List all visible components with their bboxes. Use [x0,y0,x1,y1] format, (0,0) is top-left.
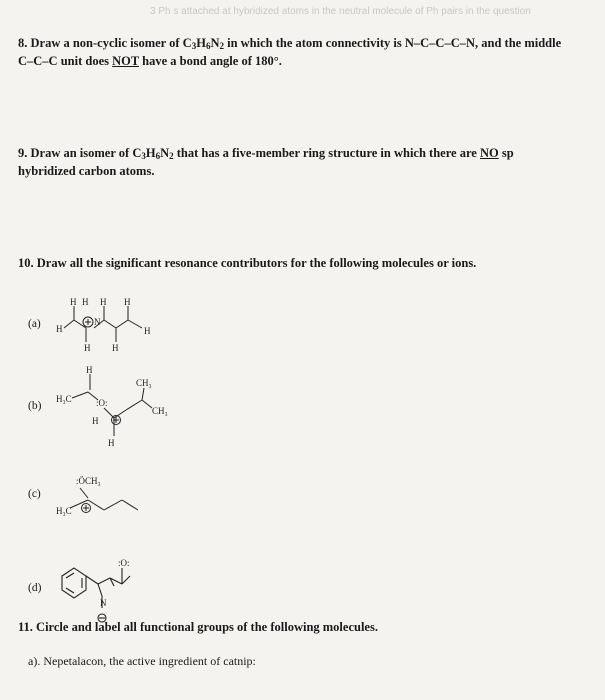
question-11: 11. Circle and label all functional groups of the following molecules. [18,620,378,634]
svg-text:H: H [100,297,107,307]
svg-text:H: H [112,343,119,353]
svg-text::O:: :O: [118,558,130,568]
svg-text:H: H [86,365,93,375]
part-a-label: (a) [28,318,41,330]
svg-text:H₃C: H₃C [56,394,72,404]
question-8: 8. Draw a non-cyclic isomer of $C_3H_6N_2$ in which the atom connectivity is N–C–C–C–N, and the middle C–C–C unit does NOT have a bond angle of 180°. [18,36,562,68]
svg-text:H: H [92,416,99,426]
svg-text:H: H [82,297,89,307]
svg-text:CH₃: CH₃ [136,378,152,388]
bleed-through-text: 3 Ph s attached at hybridized atoms in the neutral molecule of Ph pairs in the question [150,6,531,17]
part-b-label: (b) [28,400,42,412]
svg-text:H: H [144,326,151,336]
svg-text:H: H [70,297,77,307]
svg-text:H: H [108,438,115,448]
molecule-b-structure [52,364,192,454]
svg-text::ÖCH₃: :ÖCH₃ [76,476,101,486]
svg-text:H: H [56,324,63,334]
part-c-label: (c) [28,488,41,500]
svg-text:H: H [84,343,91,353]
question-11a: a). Nepetalacon, the active ingredient of catnip: [28,654,256,668]
svg-text:H₃C: H₃C [56,506,72,516]
question-10: 10. Draw all the significant resonance contributors for the following molecules or ions. [18,256,477,270]
molecule-a-structure [50,298,170,358]
question-9: 9. Draw an isomer of $C_3H_6N_2$ that has a five-member ring structure in which there are NO sp hybridized carbon atoms. [18,146,514,178]
svg-text::O:: :O: [96,398,108,408]
svg-text:CH₃: CH₃ [152,406,168,416]
svg-text:N: N [94,317,101,327]
molecule-c-structure [52,470,172,530]
svg-text:H: H [124,297,131,307]
part-d-label: (d) [28,582,42,594]
molecule-d-structure [58,556,178,626]
svg-text:N: N [100,598,107,608]
